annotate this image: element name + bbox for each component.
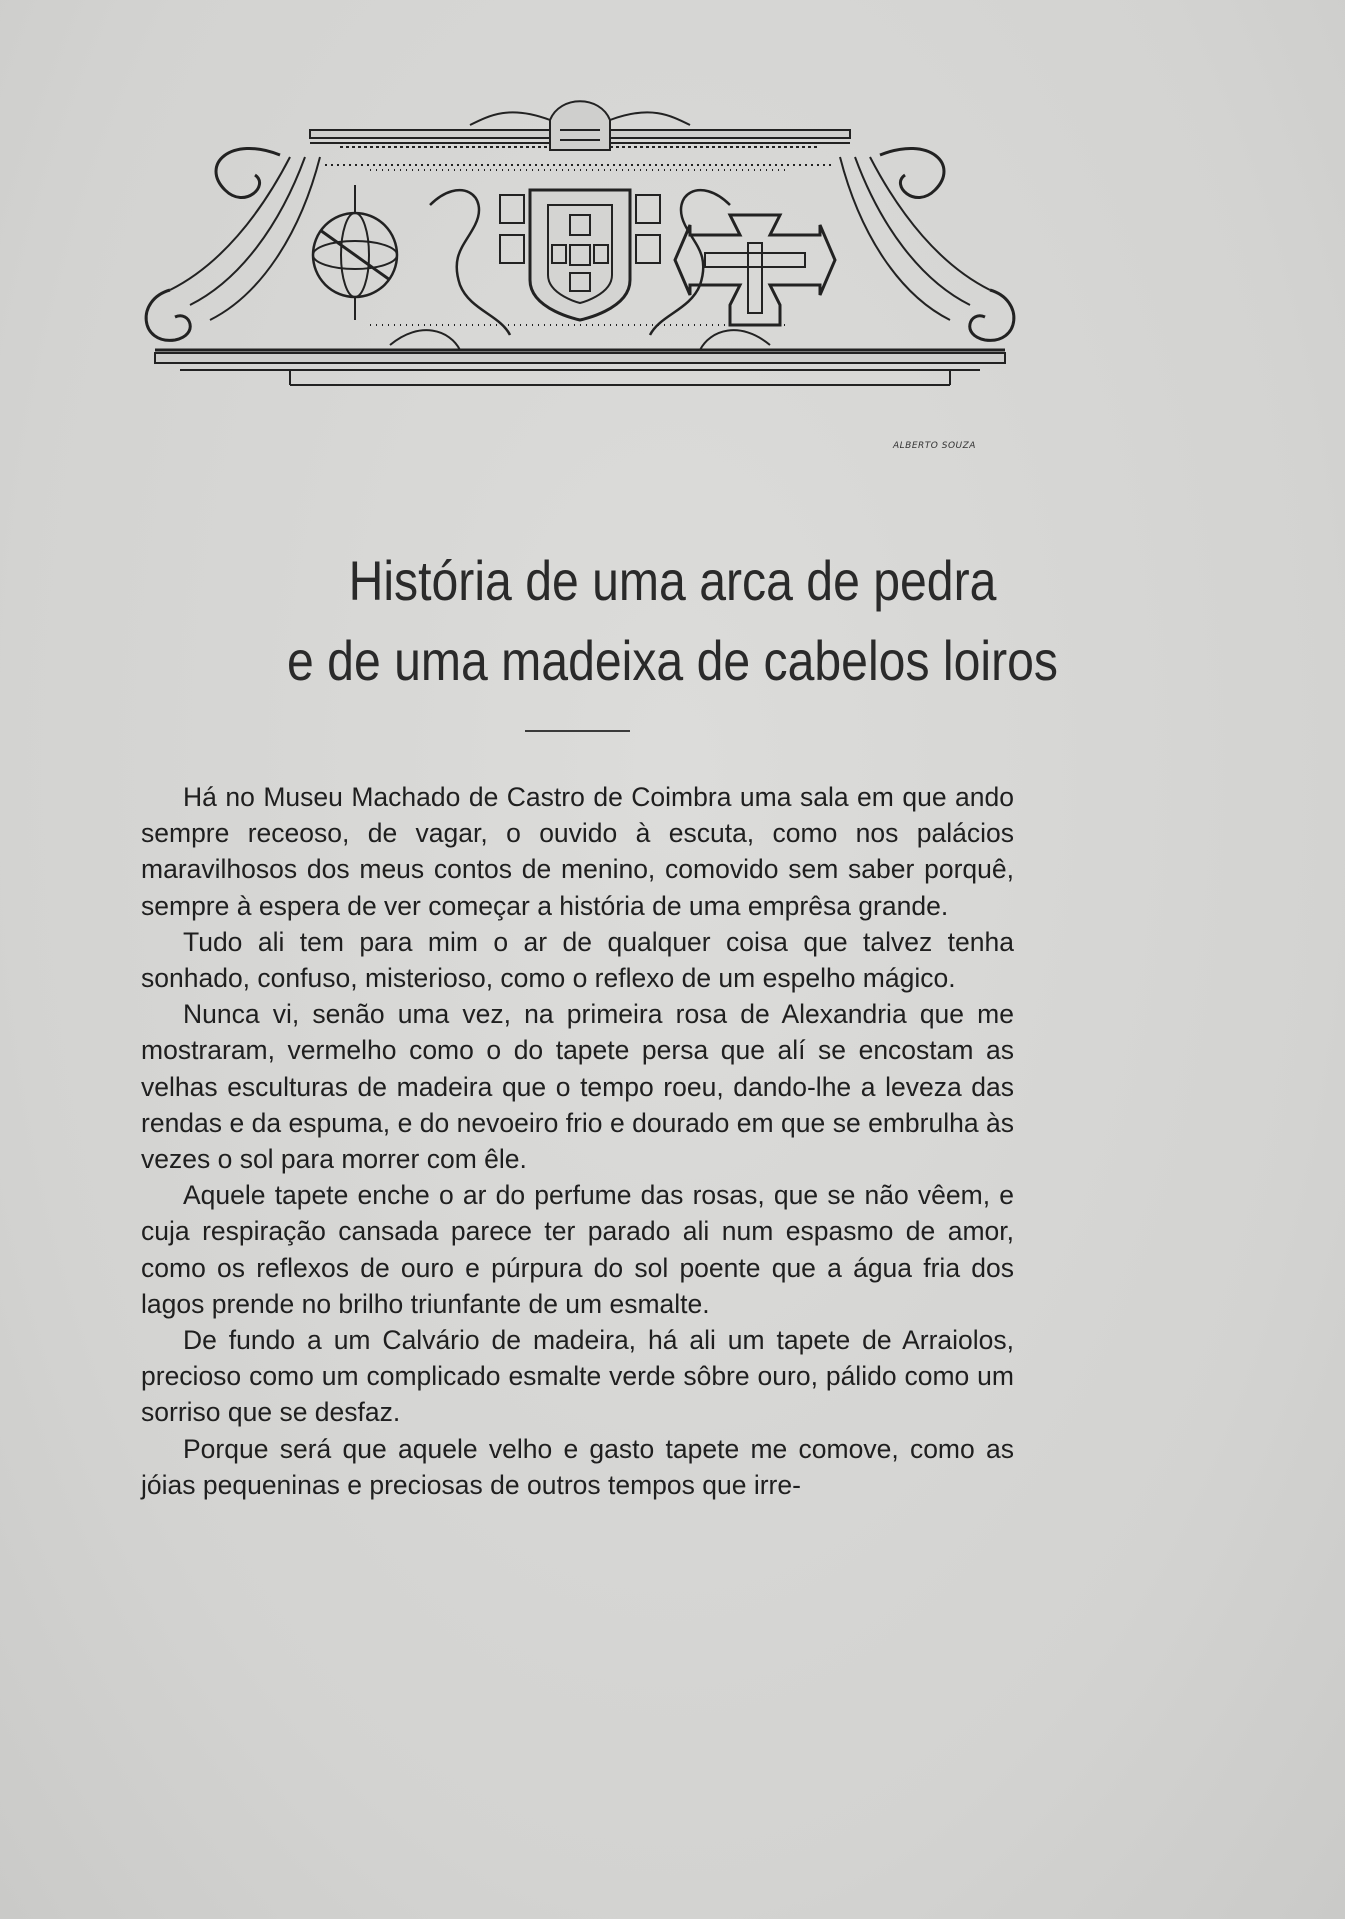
- title-line-1: História de uma arca de pedra: [348, 549, 997, 612]
- title-line-2: e de uma madeixa de cabelos loiros: [286, 629, 1059, 692]
- illustrator-signature: ALBERTO SOUZA: [893, 441, 976, 451]
- paragraph: Nunca vi, senão uma vez, na primeira rosa de Alexandria que me mostraram, vermelho como o do tapete persa que alí se encostam as velhas esculturas de madeira que o tempo roeu, dando-lhe a leveza das rendas e da espuma, e do nevoeiro frio e dourado em que se embrulha às vezes o sol para morrer com êle.: [141, 999, 1014, 1175]
- paragraph: Tudo ali tem para mim o ar de qualquer coisa que talvez tenha sonhado, confuso, misterioso, como o reflexo de um espelho mágico.: [141, 926, 1014, 994]
- paragraph: Porque será que aquele velho e gasto tapete me comove, como as jóias pequeninas e preciosas de outros tempos que irre-: [141, 1433, 1014, 1500]
- paragraph: Aquele tapete enche o ar do perfume das rosas, que se não vêem, e cuja respiração cansada parece ter parado ali num espasmo de amor, como os reflexos de ouro e púrpura do sol poente que a água fria dos lagos prende no brilho triunfante de um esmalte.: [141, 1180, 1014, 1319]
- ornamental-headpiece: [130, 95, 1030, 465]
- body-text: [141, 779, 1014, 1503]
- title-divider: [525, 730, 630, 732]
- paragraph: De fundo a um Calvário de madeira, há ali um tapete de Arraiolos, precioso como um complicado esmalte verde sôbre ouro, pálido como um sorriso que se desfaz.: [141, 1325, 1014, 1428]
- headpiece-drawing: [130, 95, 1030, 465]
- paragraph: Há no Museu Machado de Castro de Coimbra uma sala em que ando sempre receoso, de vagar, o ouvido à escuta, como nos palácios maravilhosos dos meus contos de menino, comovido sem saber porquê, sempre à espera de ver começar a história de uma emprêsa grande.: [141, 782, 1014, 921]
